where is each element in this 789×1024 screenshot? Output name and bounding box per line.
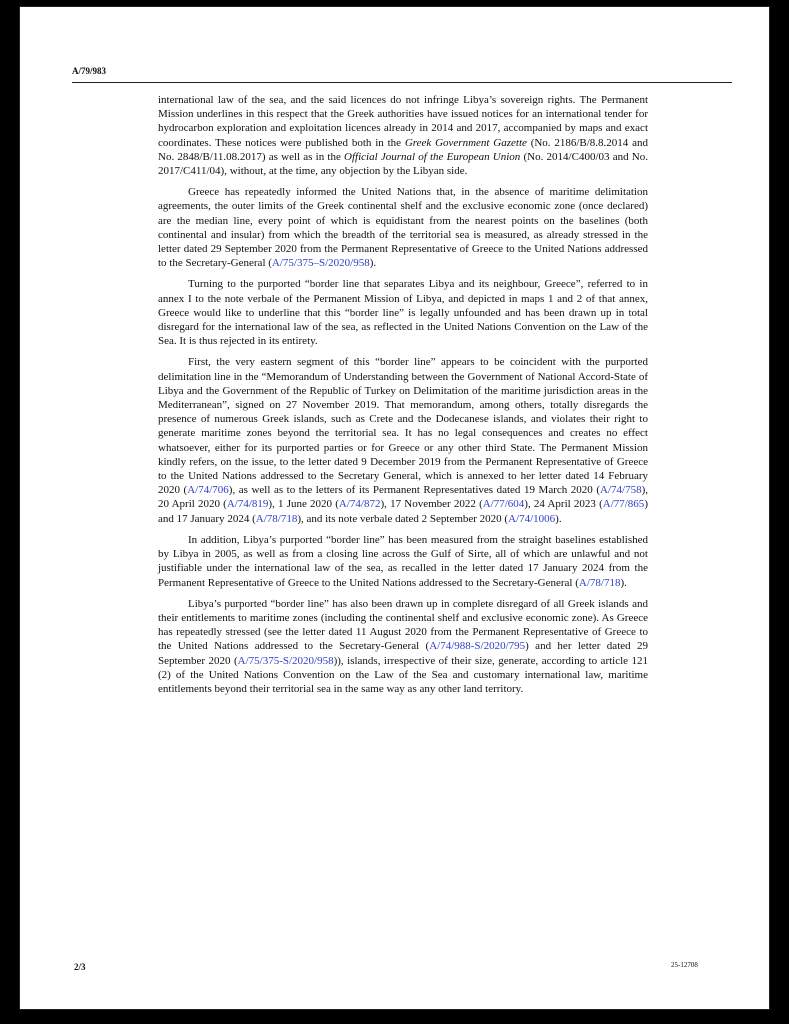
document-link[interactable]: A/77/865 (602, 498, 645, 511)
italic-title: Official Journal of the European Union (344, 150, 521, 163)
paragraph (158, 277, 648, 348)
document-link[interactable]: A/74/872 (338, 498, 381, 511)
text-run: Libya’s purported “border line” has also been drawn up in complete disregard of all Greek islands and their entitlements to maritime zones (including the continental shelf and exclusive economic zone). As Greece has repeatedly stressed (see the letter dated 11 August 2020 from the Permanent Representative of Greece to the United Nations addressed to the Secretary-General ( (158, 597, 648, 653)
text-run: ). (620, 576, 627, 589)
text-run: ), and its note verbale dated 2 September 2020 ( (297, 512, 509, 525)
text-run: )), islands, irrespective of their size, generate, according to article 121 (2) of the United Nations Convention on the Law of the Sea and customary international law, maritime entitlements beyond their territorial sea in the same way as any other land territory. (158, 654, 649, 695)
text-run: ). (369, 257, 377, 270)
text-run: (No. 2014/C400/03 and No. 2017/C411/04), without, at the time, any objection by the Libyan side. (158, 150, 648, 178)
document-link[interactable]: A/74/988-S/2020/795 (429, 640, 526, 653)
document-link[interactable]: A/74/1006 (508, 512, 556, 525)
text-run: ), 24 April 2023 ( (524, 498, 603, 511)
page-number: 2/3 (74, 962, 86, 972)
header-rule (72, 82, 732, 83)
paragraph (158, 533, 648, 590)
paragraph (158, 355, 648, 525)
paragraph (158, 93, 648, 178)
document-link[interactable]: A/77/604 (482, 498, 525, 511)
document-body (158, 93, 648, 703)
paragraph (158, 597, 648, 696)
paragraph (158, 185, 648, 270)
document-link[interactable]: A/78/718 (255, 512, 298, 525)
text-run: Turning to the purported “border line that separates Libya and its neighbour, Greece”, referred to in annex I to the note verbale of the Permanent Mission of Libya, and depicted in maps 1 and 2 of that annex, Greece would like to underline that this “border line” is legally unfounded and has been drawn up in total disregard for the international law of the sea, as reflected in the United Nations Convention on the Law of the Sea. It is thus rejected in its entirety. (158, 278, 648, 348)
text-run: international law of the sea, and the said licences do not infringe Libya’s sovereign rights. The Permanent Mission underlines in this respect that the Greek authorities have issued notices for an international tender for hydrocarbon exploration and exploitation licences already in 2014 and 2017, accompanied by maps and exact coordinates. These notices were published both in the (158, 94, 648, 149)
italic-title: Greek Government Gazette (404, 136, 527, 149)
document-symbol: A/79/983 (72, 66, 107, 76)
text-run: In addition, Libya’s purported “border line” has been measured from the straight baselines established by Libya in 2005, as well as from a closing line across the Gulf of Sirte, all of which are unlawful and not justifiable under the international law of the sea, as recalled in the letter dated 17 January 2024 from the Permanent Representative of Greece to the United Nations addressed to the Secretary-General ( (158, 533, 648, 589)
document-link[interactable]: A/74/706 (187, 484, 229, 497)
text-run: Greece has repeatedly informed the United Nations that, in the absence of maritime delimitation agreements, the outer limits of the Greek continental shelf and the exclusive economic zone (once declared) are the median line, every point of which is equidistant from the nearest points on the baselines (both continental and insular) from which the breadth of the territorial sea is measured, as already stressed in the letter dated 29 September 2020 from the Permanent Representative of Greece to the United Nations addressed to the Secretary-General ( (158, 186, 648, 270)
text-run: ), 1 June 2020 ( (268, 498, 339, 511)
text-run: (No. 2186/B/8.8.2014 and No. 2848/B/11.08.2017) as well as in the (158, 136, 648, 163)
text-run: ). (555, 512, 562, 525)
document-link[interactable]: A/74/758 (600, 484, 642, 497)
document-link[interactable]: A/75/375–S/2020/958 (271, 257, 370, 270)
job-number: 25-12708 (671, 961, 698, 969)
text-run: ) and 17 January 2024 ( (158, 498, 648, 525)
text-run: ), as well as to the letters of its Permanent Representatives dated 19 March 2020 ( (228, 484, 601, 497)
text-run: ) and her letter dated 29 September 2020 ( (158, 640, 648, 667)
document-link[interactable]: A/74/819 (226, 498, 269, 511)
text-run: ), 17 November 2022 ( (380, 498, 483, 511)
document-page (20, 7, 769, 1009)
text-run: First, the very eastern segment of this “border line” appears to be coincident with the purported delimitation line in the “Memorandum of Understanding between the Government of National Accord-State of Libya and the Government of the Republic of Turkey on Delimitation of the maritime jurisdiction areas in the Mediterranean”, signed on 27 November 2019. That memorandum, among others, totally disregards the presence of numerous Greek islands, such as Crete and the Dodecanese islands, and violates their right to generate maritime zones beyond the territorial sea. It has no legal consequences and creates no effect whatsoever, either for its purported parties or for Greece or any other third State. The Permanent Mission kindly refers, on the issue, to the letter dated 9 December 2019 from the Permanent Representative of Greece to the United Nations addressed to the Secretary General, which is annexed to her letter dated 14 February 2020 ( (158, 356, 648, 497)
document-link[interactable]: A/78/718 (578, 576, 621, 589)
text-run: ), 20 April 2020 ( (158, 484, 648, 511)
document-link[interactable]: A/75/375-S/2020/958 (237, 654, 334, 667)
